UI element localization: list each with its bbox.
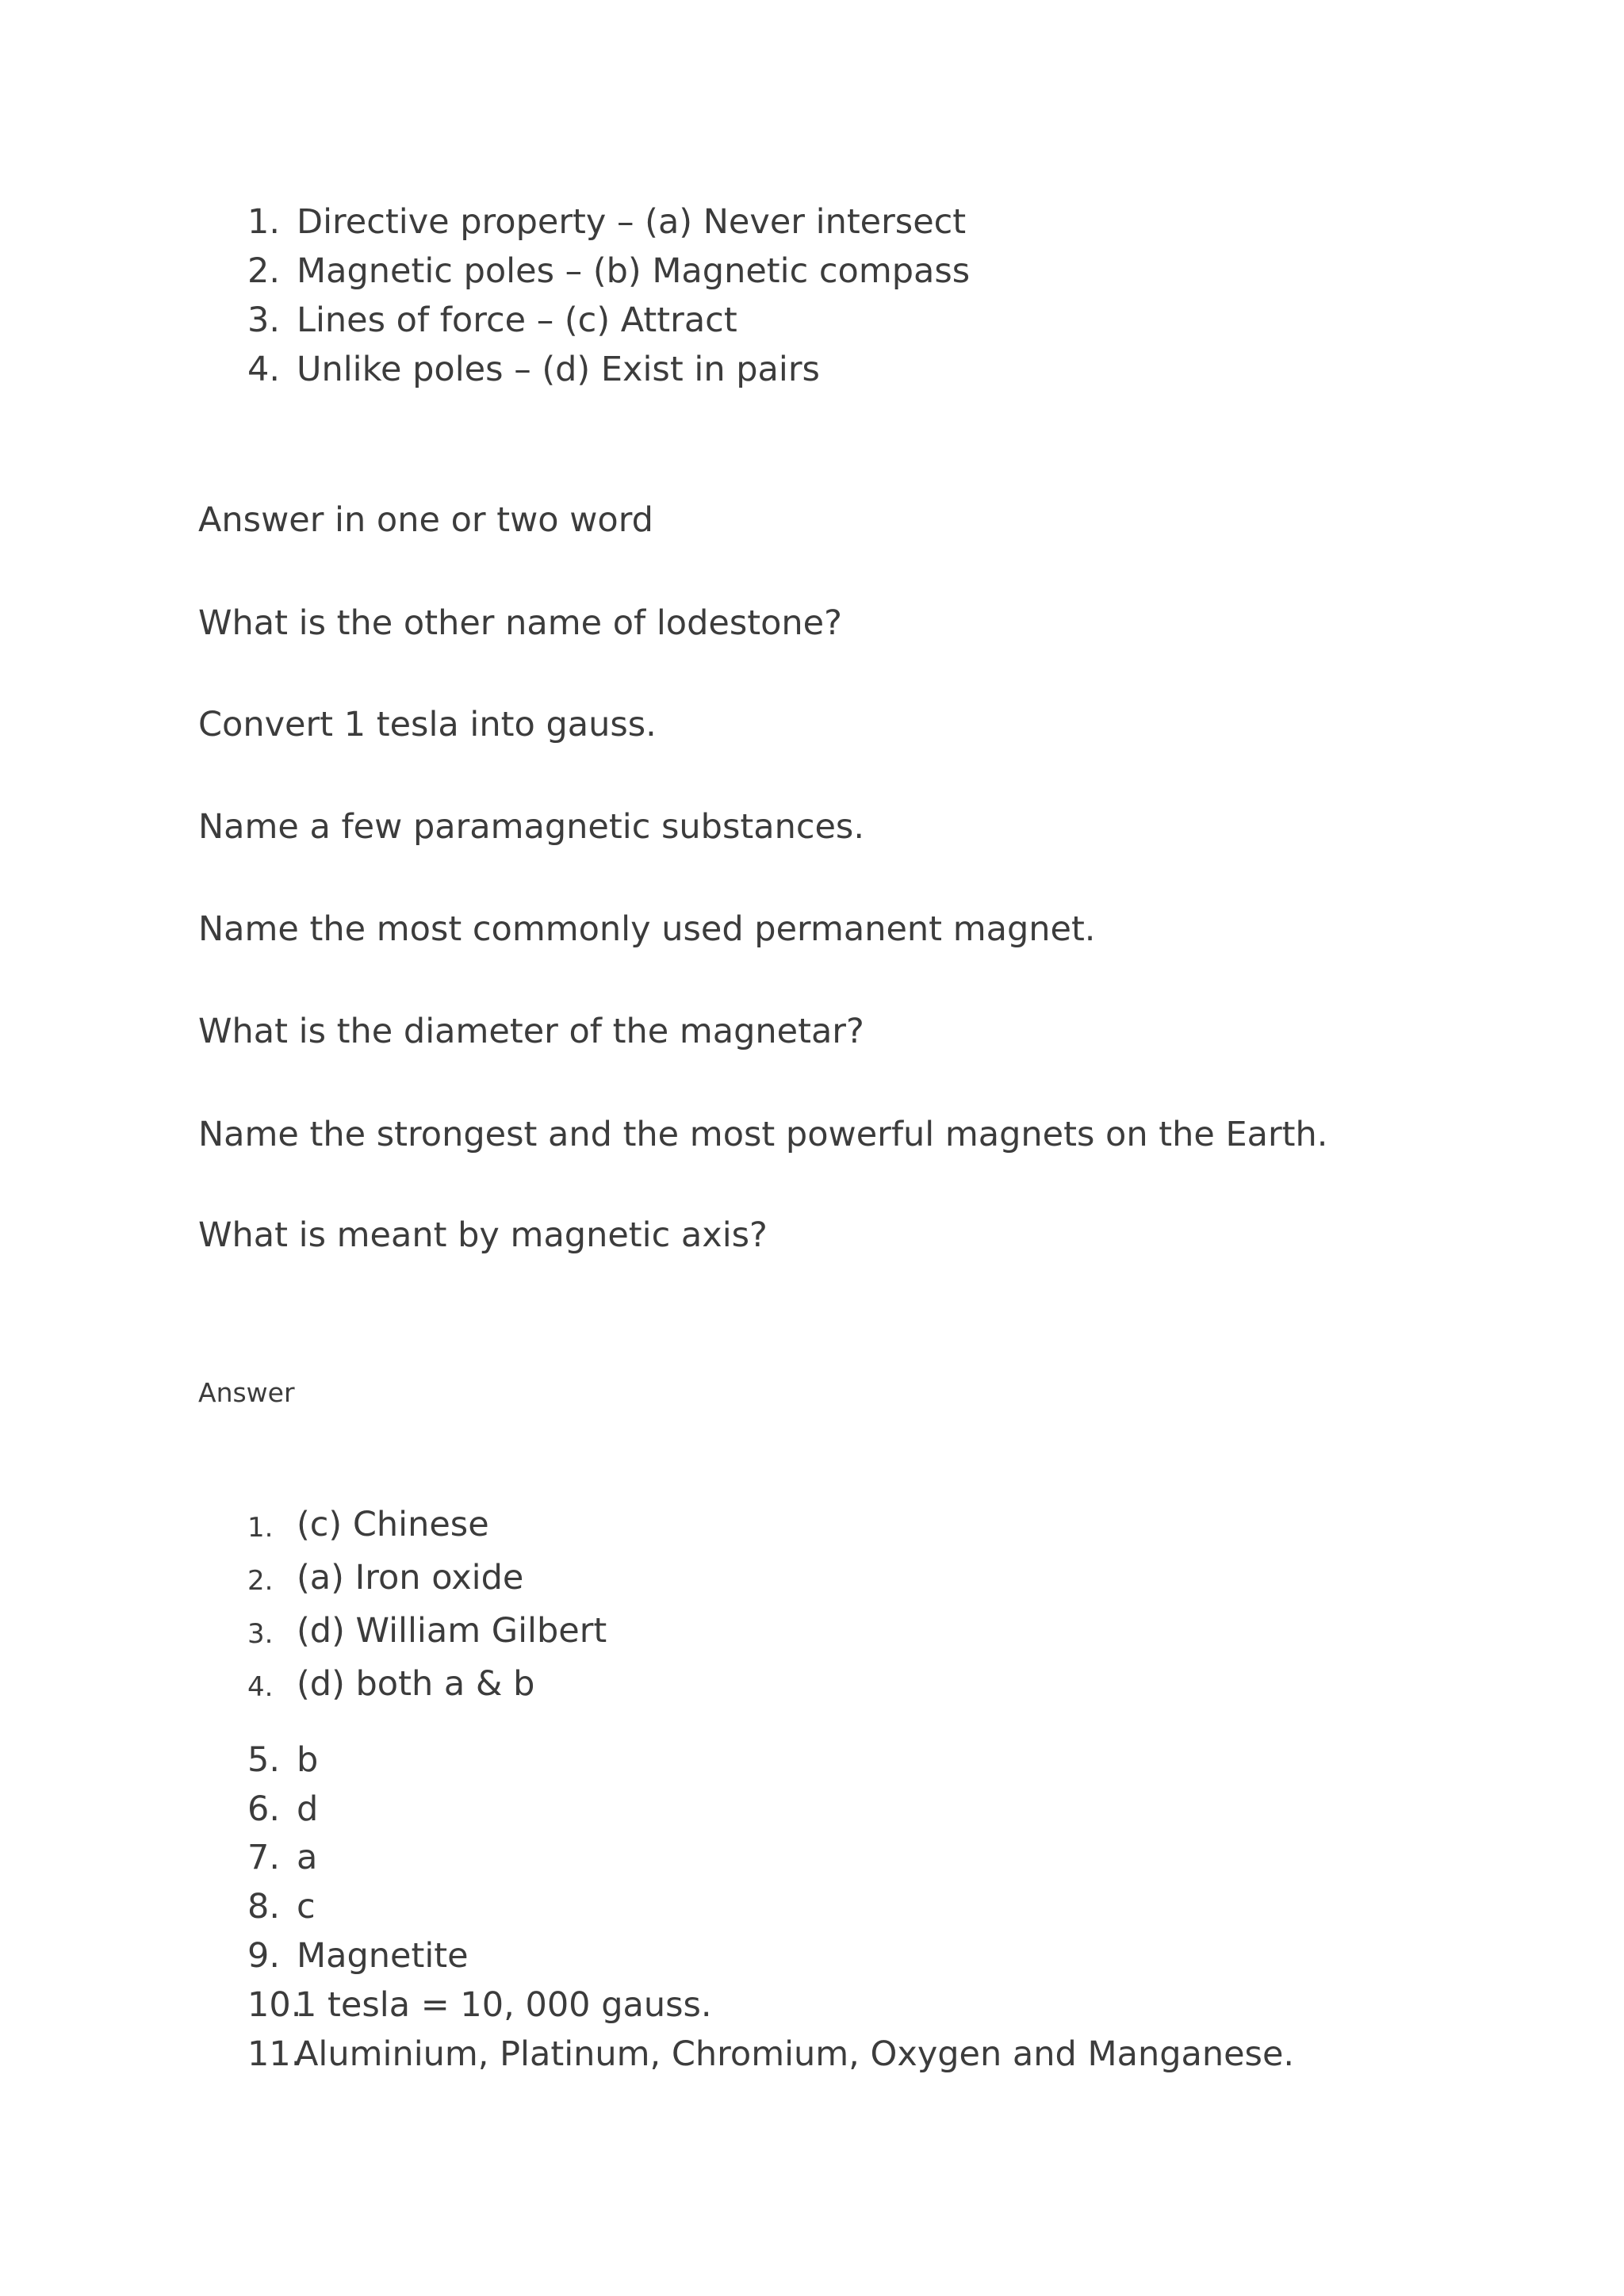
list-text: Lines of force – (c) Attract <box>297 300 737 340</box>
list-number: 1. <box>247 202 281 242</box>
section-heading: Answer in one or two word <box>198 500 653 540</box>
list-number: 6. <box>247 1789 281 1829</box>
list-number: 8. <box>247 1887 281 1927</box>
list-text: c <box>297 1887 316 1927</box>
list-text: (a) Iron oxide <box>297 1558 524 1598</box>
list-number: 9. <box>247 1936 281 1976</box>
list-text: Magnetite <box>297 1936 469 1976</box>
list-text: Directive property – (a) Never intersect <box>297 202 967 242</box>
question-text: Name a few paramagnetic substances. <box>198 807 864 847</box>
list-text: d <box>297 1789 319 1829</box>
list-number: 1. <box>247 1512 274 1544</box>
list-text: (d) William Gilbert <box>297 1611 607 1651</box>
list-number: 4. <box>247 1671 274 1703</box>
question-text: What is meant by magnetic axis? <box>198 1215 768 1255</box>
list-text: b <box>297 1740 319 1780</box>
question-text: Name the most commonly used permanent magnet. <box>198 909 1096 949</box>
question-text: What is the diameter of the magnetar? <box>198 1012 864 1051</box>
list-text: Unlike poles – (d) Exist in pairs <box>297 350 820 389</box>
list-text: 1 tesla = 10, 000 gauss. <box>295 1985 712 2025</box>
list-number: 2. <box>247 1565 274 1597</box>
list-text: Magnetic poles – (b) Magnetic compass <box>297 251 971 291</box>
list-text: Aluminium, Platinum, Chromium, Oxygen and Manganese. <box>295 2034 1295 2074</box>
list-text: (c) Chinese <box>297 1505 489 1544</box>
list-number: 4. <box>247 350 281 389</box>
question-text: Convert 1 tesla into gauss. <box>198 705 657 744</box>
list-text: (d) both a & b <box>297 1664 535 1704</box>
list-number: 7. <box>247 1838 281 1877</box>
list-number: 3. <box>247 1618 274 1650</box>
list-number: 5. <box>247 1740 281 1780</box>
question-text: Name the strongest and the most powerful magnets on the Earth. <box>198 1115 1328 1154</box>
list-number: 10. <box>247 1985 302 2025</box>
question-text: What is the other name of lodestone? <box>198 603 842 643</box>
list-number: 3. <box>247 300 281 340</box>
list-text: a <box>297 1838 318 1877</box>
list-number: 2. <box>247 251 281 291</box>
list-number: 11. <box>247 2034 302 2074</box>
answer-heading: Answer <box>198 1377 295 1408</box>
